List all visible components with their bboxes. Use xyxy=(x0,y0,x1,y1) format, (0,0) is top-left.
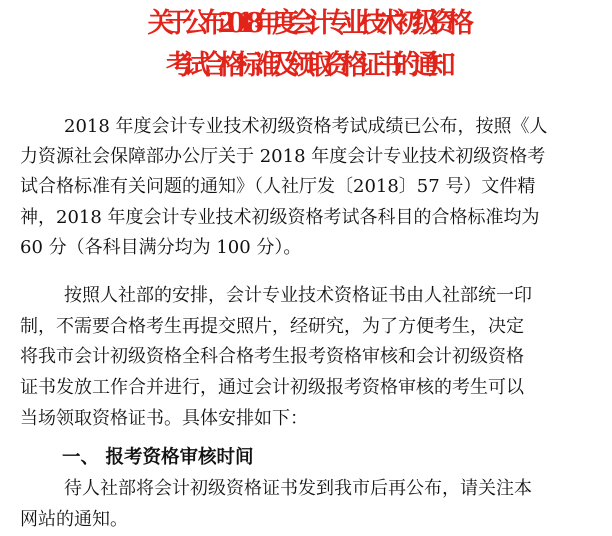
title-line-1: 关于公布 2018 年度会计专业技术初级资格 xyxy=(147,8,465,39)
paragraph-line: 60 分（各科目满分均为 100 分）。 xyxy=(20,237,302,258)
paragraph-line: 待人社部将会计初级资格证书发到我市后再公布，请关注本 xyxy=(64,478,532,499)
paragraph-line: 证书发放工作合并进行，通过会计初级报考资格审核的考生可以 xyxy=(20,377,524,398)
paragraph-line: 当场领取资格证书。具体安排如下： xyxy=(20,408,308,429)
paragraph-line: 将我市会计初级资格全科合格考生报考资格审核和会计初级资格 xyxy=(20,346,524,367)
paragraph-line: 神，2018 年度会计专业技术初级资格考试各科目的合格标准均为 xyxy=(20,207,540,228)
paragraph-line: 网站的通知。 xyxy=(20,509,128,530)
paragraph-line: 制，不需要合格考生再提交照片，经研究，为了方便考生，决定 xyxy=(20,316,524,337)
paragraph-line: 2018 年度会计专业技术初级资格考试成绩已公布，按照《人 xyxy=(64,116,548,137)
title-line-2: 考试合格标准及领取资格证书的通知 xyxy=(166,50,446,81)
paragraph-line: 力资源社会保障部办公厅关于 2018 年度会计专业技术初级资格考 xyxy=(20,146,546,167)
paragraph-line: 按照人社部的安排，会计专业技术资格证书由人社部统一印 xyxy=(64,285,532,306)
paragraph-line: 试合格标准有关问题的通知》（人社厅发〔2018〕57 号）文件精 xyxy=(20,176,536,197)
section-heading: 一、 报考资格审核时间 xyxy=(62,447,254,468)
